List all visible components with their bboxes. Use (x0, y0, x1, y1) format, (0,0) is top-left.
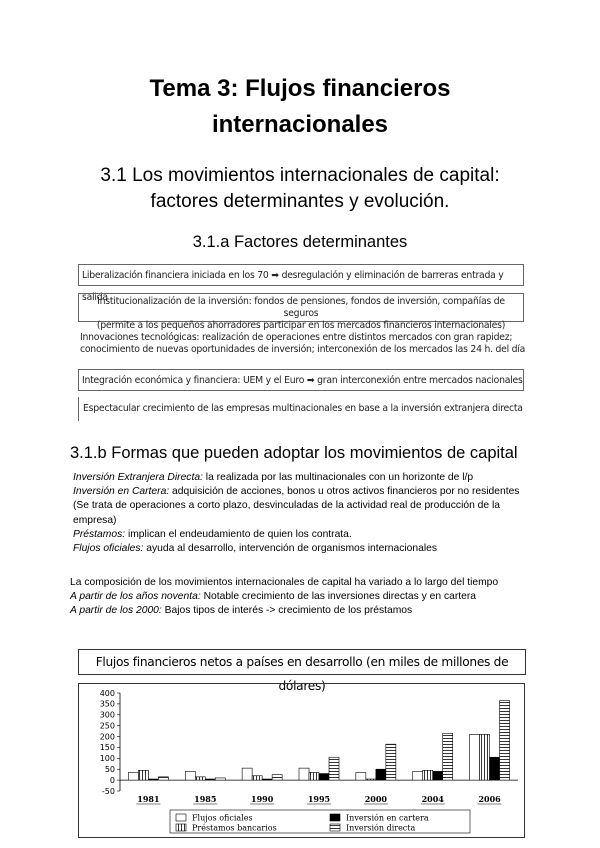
y-tick-label: 300 (99, 710, 115, 720)
x-tick-label: 2004 (421, 794, 444, 804)
bar-prestamos-bancarios (423, 770, 433, 780)
factor-2-line-1: Institucionalización de la inversión: fondos de pensiones, fondos de inversión, compañías de seguros (97, 296, 505, 319)
bar-inversion-directa (329, 757, 339, 780)
bar-flujos-oficiales (242, 768, 252, 780)
bar-inversion-cartera (205, 779, 215, 780)
arrow-right-icon: ➡ (306, 375, 315, 386)
formas-heading: 3.1.b Formas que pueden adoptar los movimientos de capital (70, 444, 518, 462)
x-tick-label: 1981 (137, 794, 160, 804)
formas-list (73, 471, 528, 556)
x-tick-label: 2000 (364, 794, 387, 804)
bar-flujos-oficiales (185, 771, 195, 780)
formas-ied-text: la realizada por las multinacionales con un horizonte de l/p (202, 472, 474, 483)
formas-cartera-label: Inversión en Cartera: (73, 486, 170, 498)
formas-cartera (73, 485, 528, 528)
section-title-line-2: factores determinantes y evolución. (150, 191, 450, 212)
legend-inversion-cartera-swatch (330, 814, 340, 821)
bar-inversion-directa (386, 744, 396, 780)
legend-inversion-cartera-label: Inversión en cartera (346, 813, 429, 823)
chart (78, 683, 525, 838)
factor-box-5 (78, 397, 524, 421)
formas-oficiales-text: ayuda al desarrollo, intervención de organismos internacionales (143, 543, 438, 555)
factor-box-4 (78, 369, 524, 391)
bar-inversion-directa (272, 775, 282, 780)
x-tick-label: 1990 (251, 794, 274, 804)
factor-1-text-b: desregulación y eliminación de barreras entrada y salida (82, 270, 504, 303)
factor-4-text-b: gran interconexión entre mercados nacionales (317, 375, 523, 386)
y-tick-label: 350 (99, 699, 115, 709)
bar-prestamos-bancarios (309, 772, 319, 780)
bar-inversion-cartera (319, 774, 329, 781)
bar-inversion-cartera (148, 779, 158, 780)
legend-flujos-oficiales-label: Flujos oficiales (192, 813, 253, 823)
y-tick-label: 50 (104, 765, 115, 775)
y-tick-label: 100 (99, 754, 115, 764)
factor-5-text: Espectacular crecimiento de las empresas multinacionales en base a la inversión extranjera directa (83, 403, 523, 414)
y-tick-label: 200 (99, 732, 115, 742)
factor-1-text-a: Liberalización financiera iniciada en los 70 (82, 270, 269, 281)
legend-inversion-directa-label: Inversión directa (346, 823, 416, 833)
bar-prestamos-bancarios (138, 770, 148, 780)
legend-inversion-directa-swatch (330, 824, 340, 831)
bar-prestamos-bancarios (366, 779, 376, 780)
factor-box-1 (78, 264, 524, 303)
factores-heading: 3.1.a Factores determinantes (192, 233, 408, 251)
composicion-paragraph (70, 576, 522, 619)
composicion-noventa (70, 590, 522, 604)
bar-inversion-cartera (433, 771, 443, 780)
composicion-noventa-label: A partir de los años noventa: (70, 591, 201, 603)
bar-inversion-cartera (262, 779, 272, 780)
composicion-intro: La composición de los movimientos internacionales de capital ha variado a lo largo del tiempo (70, 577, 499, 588)
formas-prestamos-label: Préstamos: (73, 528, 126, 540)
bar-inversion-directa (443, 733, 453, 780)
x-tick-label: 1985 (194, 794, 217, 804)
y-tick-label: 150 (99, 743, 115, 753)
y-tick-label: 250 (99, 721, 115, 731)
bar-inversion-cartera (490, 757, 500, 780)
factor-box-3 (80, 332, 526, 356)
legend-prestamos-bancarios-swatch (176, 824, 186, 831)
y-tick-label: 400 (99, 688, 115, 698)
formas-oficiales-label: Flujos oficiales: (73, 543, 144, 555)
page-title-line-1: Tema 3: Flujos financieros (149, 75, 451, 102)
formas-ied-label: Inversión Extranjera Directa: (73, 472, 203, 483)
bar-inversion-directa (158, 777, 168, 780)
formas-oficiales (73, 542, 528, 556)
formas-ied (73, 471, 528, 485)
bar-prestamos-bancarios (195, 777, 205, 780)
bar-flujos-oficiales (470, 734, 480, 780)
x-tick-label: 1995 (307, 794, 331, 804)
bar-flujos-oficiales (128, 772, 138, 780)
composicion-dosmil (70, 604, 522, 618)
chart-title: Flujos financieros netos a países en desarrollo (en miles de millones de dólares) (78, 649, 526, 675)
factor-box-2 (78, 293, 524, 331)
bar-flujos-oficiales (299, 768, 309, 780)
x-tick-label: 2006 (478, 794, 501, 804)
composicion-dosmil-text: Bajos tipos de interés -> crecimiento de los préstamos (161, 605, 413, 617)
bar-inversion-directa (215, 778, 225, 780)
bar-inversion-cartera (376, 769, 386, 780)
arrow-right-icon: ➡ (271, 270, 279, 281)
section-title-line-1: 3.1 Los movimientos internacionales de capital: (100, 165, 500, 186)
y-tick-label: 0 (109, 775, 115, 785)
factor-2-line-2: (permite a los pequeños ahorradores participar en los mercados financieros internacionales) (96, 320, 506, 331)
bar-flujos-oficiales (413, 771, 423, 780)
formas-prestamos (73, 528, 528, 542)
factor-4-text-a: Integración económica y financiera: UEM y el Euro (82, 375, 305, 386)
bar-inversion-directa (500, 701, 510, 780)
formas-prestamos-text: implican el endeudamiento de quien los contrata. (125, 528, 352, 540)
legend-prestamos-bancarios-label: Préstamos bancarios (192, 823, 277, 833)
bar-prestamos-bancarios (480, 734, 490, 780)
factor-3-line-2: conocimiento de nuevas oportunidades de inversión; interconexión de los mercados las 24 h. del día (80, 344, 526, 355)
y-tick-label: -50 (101, 786, 115, 796)
composicion-dosmil-label: A partir de los 2000: (70, 605, 162, 617)
composicion-noventa-text: Notable crecimiento de las inversiones directas y en cartera (200, 591, 476, 603)
legend-flujos-oficiales-swatch (176, 814, 186, 821)
bar-flujos-oficiales (356, 772, 366, 780)
bar-prestamos-bancarios (252, 776, 262, 780)
formas-cartera-text: adquisición de acciones, bonos u otros activos financieros por no residentes (Se trata de operaciones a corto plazo, desvinculadas de la actividad real de producción de la empresa) (73, 486, 520, 526)
page-title-line-2: internacionales (211, 111, 389, 138)
factor-3-line-1: Innovaciones tecnológicas: realización de operaciones entre distintos mercados con gran rapidez; (80, 332, 513, 343)
